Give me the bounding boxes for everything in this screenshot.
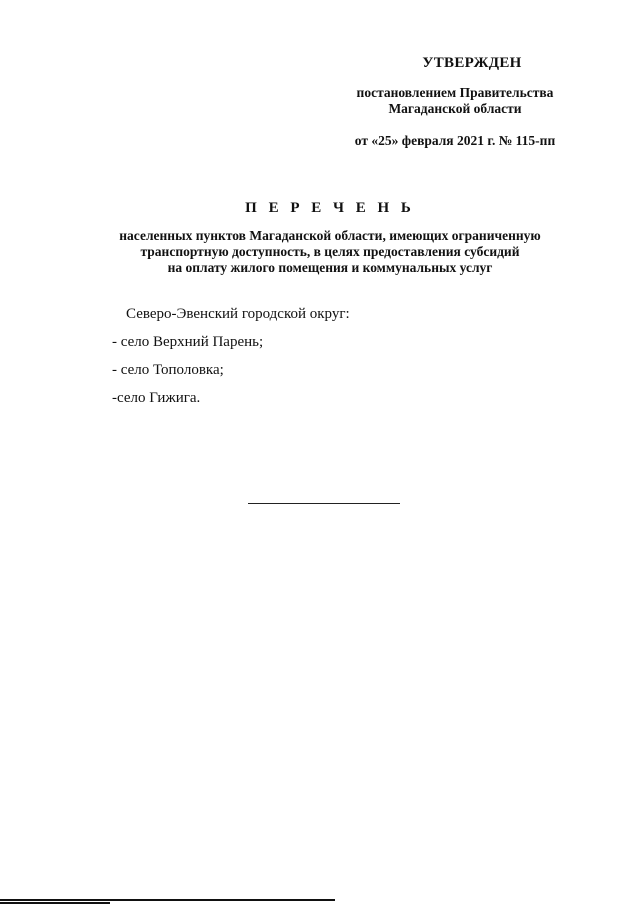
list-item: - село Верхний Парень;: [112, 334, 264, 350]
scan-edge-line: [0, 899, 335, 901]
approval-line-2: Магаданской области: [388, 101, 522, 116]
settlement-list: [112, 306, 532, 417]
document-heading: [80, 200, 580, 276]
approval-line-1: постановлением Правительства: [356, 85, 554, 100]
list-item: -село Гижига.: [112, 390, 201, 406]
approval-title: УТВЕРЖДЕН: [422, 55, 522, 71]
approval-stamp-block: [330, 55, 580, 149]
district-name: Северо-Эвенский городской округ:: [126, 306, 350, 322]
subtitle-line: транспортную доступность, в целях предоставления субсидий: [140, 244, 520, 259]
scan-edge-line: [0, 902, 110, 904]
closing-rule: [248, 503, 400, 504]
document-subtitle: [80, 228, 580, 276]
list-item: - село Тополовка;: [112, 362, 224, 378]
document-title: П Е Р Е Ч Е Н Ь: [245, 200, 415, 216]
subtitle-line: населенных пунктов Магаданской области, имеющих ограниченную: [119, 228, 541, 243]
approval-date-line: от «25» февраля 2021 г. № 115-пп: [354, 133, 556, 148]
subtitle-line: на оплату жилого помещения и коммунальных услуг: [167, 260, 493, 275]
